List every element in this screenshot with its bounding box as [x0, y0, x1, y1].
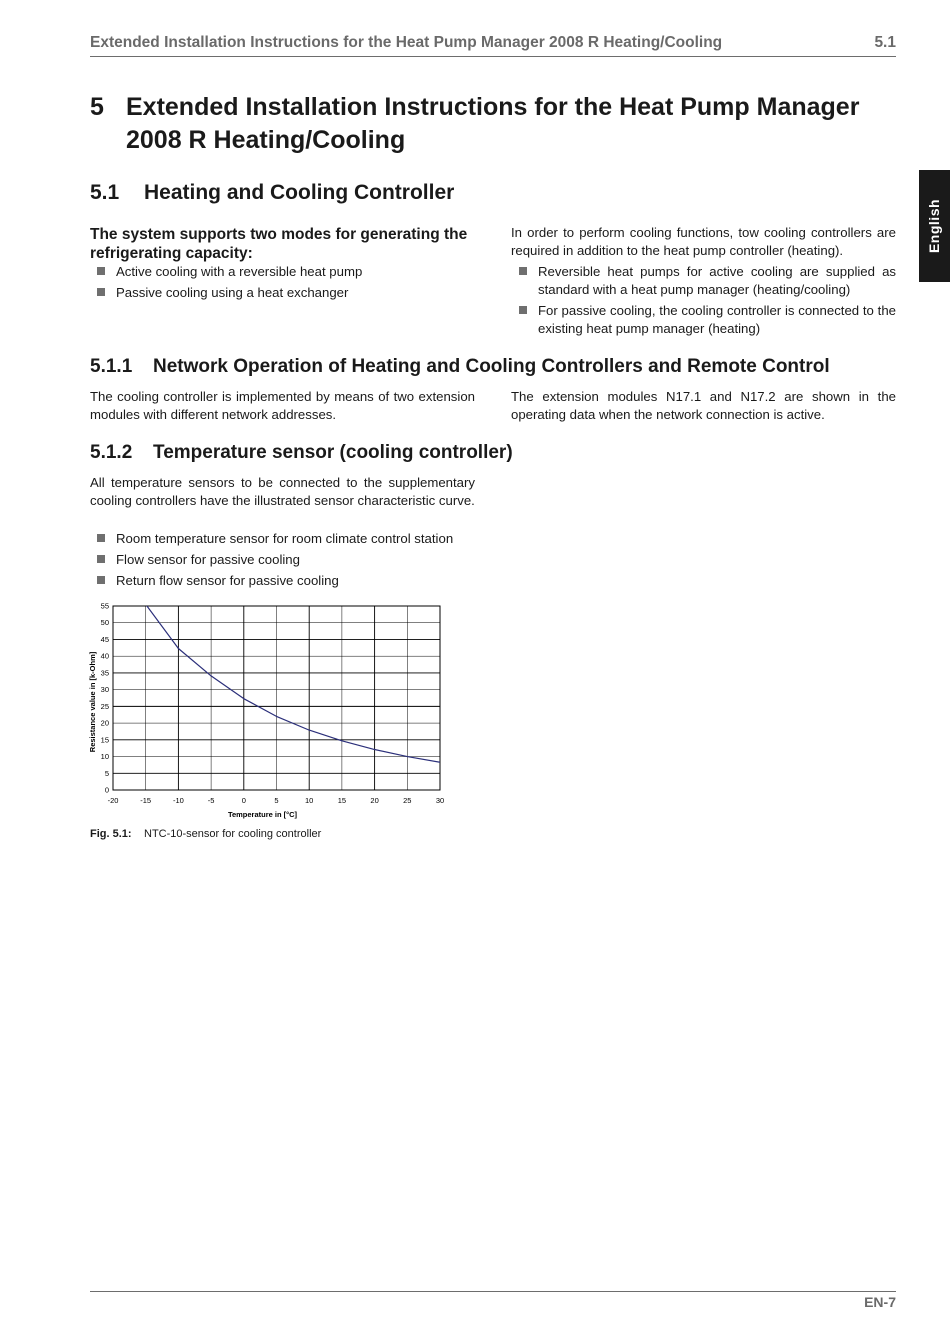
data-point — [178, 648, 179, 649]
section-5-1-title: Heating and Cooling Controller — [144, 181, 455, 204]
y-tick-label: 5 — [104, 768, 109, 778]
list-item-text: Passive cooling using a heat exchanger — [116, 285, 349, 300]
y-tick-label: 15 — [100, 735, 109, 745]
list-item-text: Room temperature sensor for room climate control station — [116, 531, 454, 546]
square-bullet-icon — [519, 267, 527, 275]
list-item — [538, 302, 896, 337]
series-line — [146, 604, 440, 762]
y-tick-label: 45 — [100, 634, 109, 644]
square-bullet-icon — [97, 555, 105, 563]
y-tick-label: 50 — [100, 618, 109, 628]
x-tick-label: -10 — [172, 796, 184, 805]
x-tick-label: 5 — [274, 796, 279, 805]
y-tick-label: 55 — [100, 601, 109, 611]
square-bullet-icon — [97, 534, 105, 542]
lead-line-2: refrigerating capacity: — [90, 245, 253, 262]
section-5-1-right-intro: In order to perform cooling functions, tow cooling controllers are required in addition to the heat pump controller (heating). — [511, 225, 896, 258]
running-header-title: Extended Installation Instructions for the Heat Pump Manager 2008 R Heating/Cooling — [90, 34, 723, 51]
square-bullet-icon — [97, 267, 105, 275]
data-point — [407, 756, 408, 757]
x-tick-label: 15 — [337, 796, 347, 805]
section-5-1-lead — [90, 225, 490, 263]
data-point — [341, 740, 342, 741]
data-point — [243, 698, 244, 699]
section-5-1-2-number: 5.1.2 — [90, 442, 133, 463]
x-tick-label: -15 — [140, 796, 152, 805]
section-5-1-1-title: Network Operation of Heating and Cooling Controllers and Remote Control — [153, 356, 830, 377]
y-tick-label: 10 — [100, 752, 109, 762]
x-tick-label: 0 — [241, 796, 246, 805]
section-5-1-1-right-text: The extension modules N17.1 and N17.2 are shown in the operating data when the network connection is active. — [511, 389, 896, 422]
x-axis-label: Temperature in [°C] — [227, 810, 298, 819]
section-5-1-2-title: Temperature sensor (cooling controller) — [153, 442, 513, 463]
lead-line-1: The system supports two modes for generating the — [90, 226, 468, 243]
list-item — [116, 263, 486, 281]
chapter-title-line-1: Extended Installation Instructions for the Heat Pump Manager — [126, 93, 860, 121]
y-tick-label: 40 — [100, 651, 109, 661]
data-point — [145, 604, 146, 605]
footer-divider — [90, 1291, 896, 1292]
list-item-text: For passive cooling, the cooling controller is connected to the existing heat pump manager (heating) — [538, 303, 896, 336]
running-header-section-number: 5.1 — [874, 34, 896, 51]
y-tick-label: 25 — [100, 701, 109, 711]
y-tick-label: 30 — [100, 685, 109, 695]
figure-label: Fig. 5.1: — [90, 828, 132, 840]
list-item-text: Active cooling with a reversible heat pump — [116, 264, 363, 279]
language-tab — [919, 170, 950, 282]
x-tick-label: 20 — [370, 796, 379, 805]
list-item — [116, 551, 486, 569]
x-tick-label: -20 — [107, 796, 119, 805]
x-tick-label: 10 — [305, 796, 314, 805]
chapter-number: 5 — [90, 93, 104, 121]
list-item — [116, 284, 486, 302]
square-bullet-icon — [519, 306, 527, 314]
y-tick-label: 35 — [100, 668, 109, 678]
section-5-1-number: 5.1 — [90, 181, 120, 204]
page-number: EN-7 — [864, 1294, 896, 1310]
data-point — [276, 716, 277, 717]
square-bullet-icon — [97, 288, 105, 296]
running-header — [90, 34, 896, 57]
chapter-title-line-2: 2008 R Heating/Cooling — [126, 126, 406, 154]
list-item — [116, 530, 486, 548]
list-item-text: Reversible heat pumps for active cooling are supplied as standard with a heat pump manager (heating/cooling) — [538, 264, 896, 297]
y-axis-label: Resistance value in [k-Ohm] — [88, 651, 97, 753]
list-item-text: Flow sensor for passive cooling — [116, 552, 300, 567]
figure-caption: NTC-10-sensor for cooling controller — [144, 828, 322, 840]
data-point — [211, 675, 212, 676]
section-5-1-1-number: 5.1.1 — [90, 356, 133, 377]
x-tick-label: -5 — [207, 796, 215, 805]
data-point — [374, 749, 375, 750]
section-5-1-1-left-text: The cooling controller is implemented by means of two extension modules with different network addresses. — [90, 389, 475, 422]
x-tick-label: 25 — [403, 796, 412, 805]
language-tab-label: English — [926, 198, 942, 254]
list-item-text: Return flow sensor for passive cooling — [116, 573, 339, 588]
data-point — [309, 730, 310, 731]
list-item — [116, 572, 486, 590]
x-tick-label: 30 — [435, 796, 445, 805]
list-item — [538, 263, 896, 298]
section-5-1-2-intro: All temperature sensors to be connected to the supplementary cooling controllers have the illustrated sensor characteristic curve. — [90, 475, 475, 508]
ntc-sensor-chart — [86, 598, 456, 823]
square-bullet-icon — [97, 576, 105, 584]
y-tick-label: 0 — [104, 785, 109, 795]
chapter-title — [126, 91, 906, 157]
y-tick-label: 20 — [100, 718, 109, 728]
